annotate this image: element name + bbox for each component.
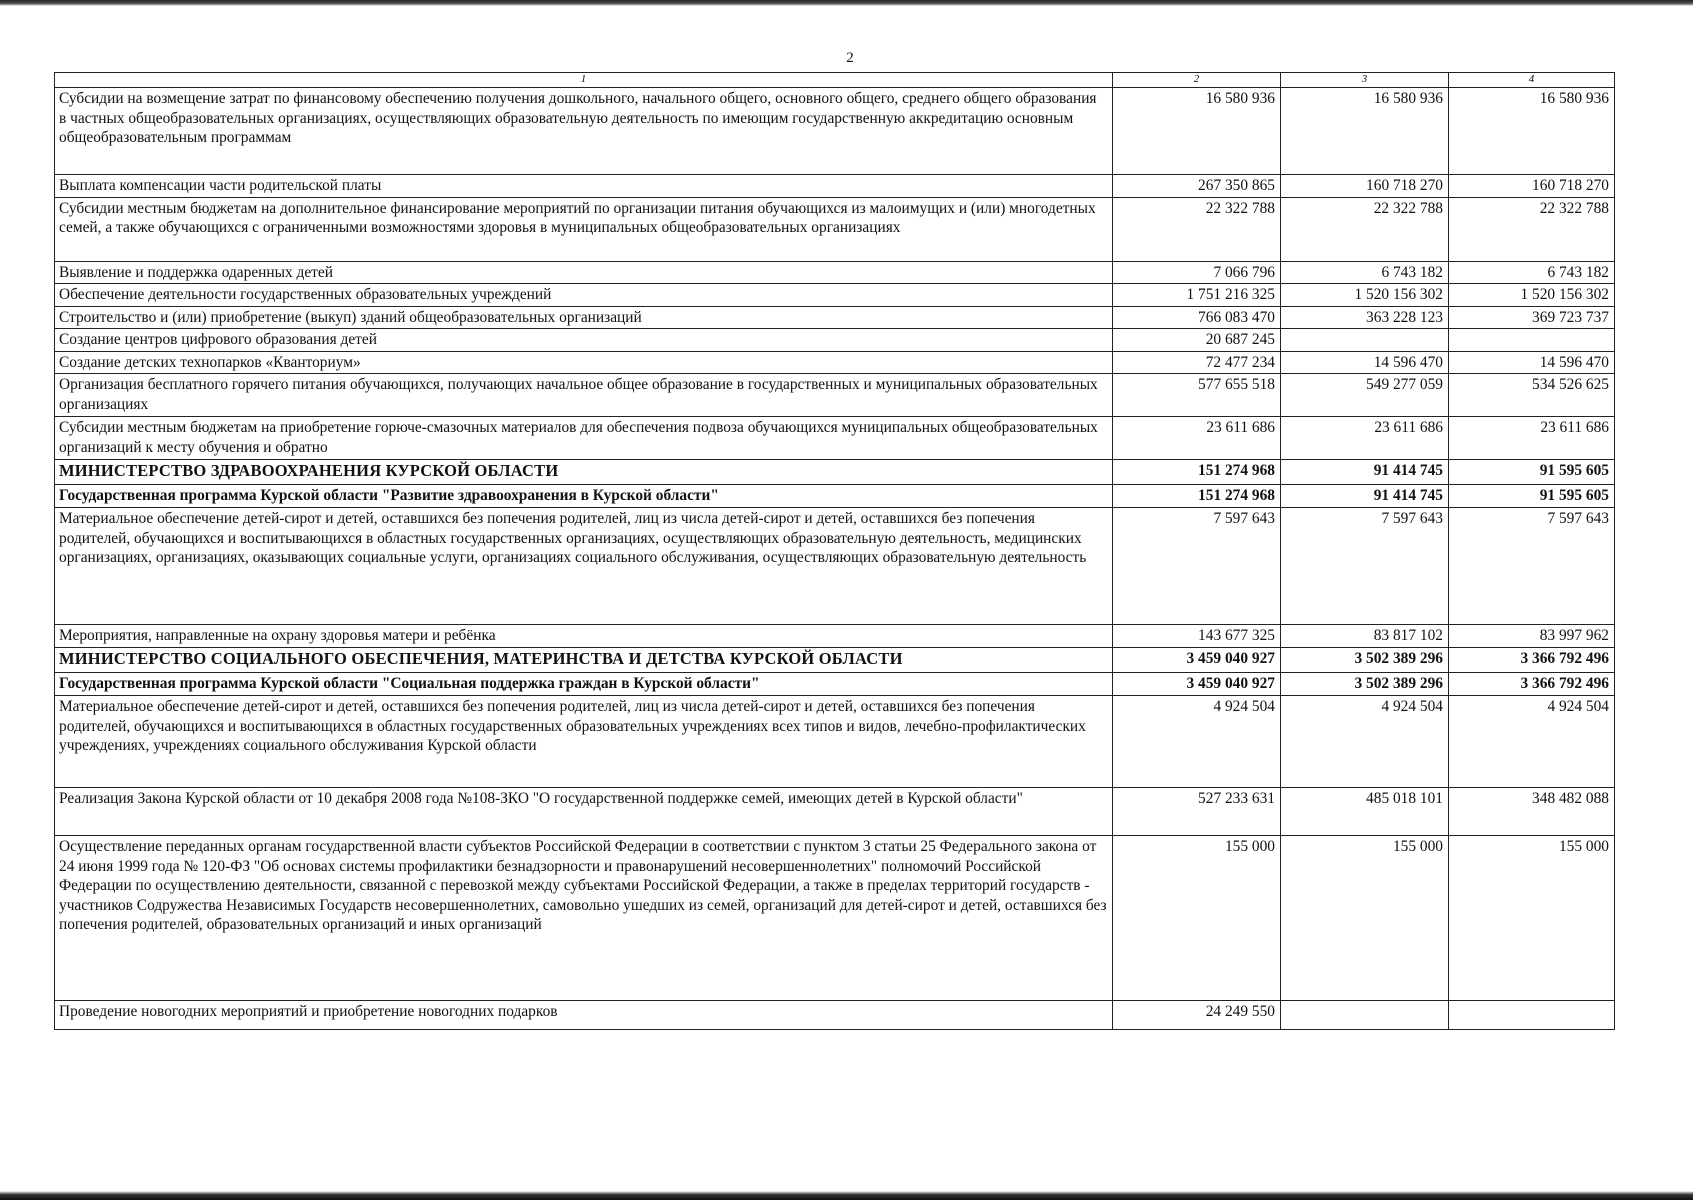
value-col-3: 22 322 788 bbox=[1281, 197, 1449, 261]
table-row bbox=[55, 508, 1615, 625]
value-col-3: 160 718 270 bbox=[1281, 175, 1449, 198]
row-name: Субсидии местным бюджетам на приобретение горюче-смазочных материалов для обеспечения подвоза обучающихся муниципальных общеобразовательных организаций к месту обучения и обратно bbox=[55, 417, 1113, 460]
value-col-4: 348 482 088 bbox=[1449, 788, 1615, 836]
row-name: Создание центров цифрового образования детей bbox=[55, 329, 1113, 352]
value-col-4: 7 597 643 bbox=[1449, 508, 1615, 625]
value-col-4 bbox=[1449, 329, 1615, 352]
column-number-2: 2 bbox=[1113, 73, 1281, 88]
table-row bbox=[55, 197, 1615, 261]
row-name: Материальное обеспечение детей-сирот и детей, оставшихся без попечения родителей, лиц из числа детей-сирот и детей, оставшихся без попечения родителей, обучающихся и воспитывающихся в областных государственных образовательных учреждениях всех типов и видов, лечебно-профилактических учреждениях, учреждениях социального обслуживания Курской области bbox=[55, 696, 1113, 788]
value-col-4: 83 997 962 bbox=[1449, 625, 1615, 648]
table-row bbox=[55, 625, 1615, 648]
program-row bbox=[55, 673, 1615, 696]
value-col-2: 4 924 504 bbox=[1113, 696, 1281, 788]
value-col-4: 160 718 270 bbox=[1449, 175, 1615, 198]
row-name: Проведение новогодних мероприятий и приобретение новогодних подарков bbox=[55, 1001, 1113, 1030]
value-col-3 bbox=[1281, 1001, 1449, 1030]
value-col-4: 3 366 792 496 bbox=[1449, 648, 1615, 673]
table-row bbox=[55, 374, 1615, 417]
value-col-2: 151 274 968 bbox=[1113, 485, 1281, 508]
value-col-4: 369 723 737 bbox=[1449, 306, 1615, 329]
row-name: Выявление и поддержка одаренных детей bbox=[55, 261, 1113, 284]
value-col-3: 14 596 470 bbox=[1281, 351, 1449, 374]
value-col-3: 91 414 745 bbox=[1281, 460, 1449, 485]
value-col-3: 6 743 182 bbox=[1281, 261, 1449, 284]
table-row bbox=[55, 261, 1615, 284]
value-col-2: 151 274 968 bbox=[1113, 460, 1281, 485]
value-col-4: 91 595 605 bbox=[1449, 460, 1615, 485]
row-name: Создание детских технопарков «Кванториум» bbox=[55, 351, 1113, 374]
table-row bbox=[55, 284, 1615, 307]
row-name: Субсидии на возмещение затрат по финансовому обеспечению получения дошкольного, начального общего, основного общего, среднего общего образования в частных общеобразовательных организациях, осуществляющих образовательную деятельность по имеющим государственную аккредитацию основным общеобразовательным программам bbox=[55, 88, 1113, 175]
row-name: Материальное обеспечение детей-сирот и детей, оставшихся без попечения родителей, лиц из числа детей-сирот и детей, оставшихся без попечения родителей, обучающихся и воспитывающихся в областных государственных организациях, осуществляющих образовательную деятельность, медицинских организациях, организациях, оказывающих социальные услуги, организациях социального обслуживания, осуществляющих образовательную деятельность bbox=[55, 508, 1113, 625]
value-col-2: 72 477 234 bbox=[1113, 351, 1281, 374]
value-col-3: 549 277 059 bbox=[1281, 374, 1449, 417]
table-row bbox=[55, 696, 1615, 788]
value-col-3: 7 597 643 bbox=[1281, 508, 1449, 625]
row-name: Мероприятия, направленные на охрану здоровья матери и ребёнка bbox=[55, 625, 1113, 648]
row-name: Субсидии местным бюджетам на дополнительное финансирование мероприятий по организации питания обучающихся из малоимущих и (или) многодетных семей, а также обучающихся с ограниченными возможностями здоровья в муниципальных общеобразовательных организациях bbox=[55, 197, 1113, 261]
value-col-2: 527 233 631 bbox=[1113, 788, 1281, 836]
table-row bbox=[55, 88, 1615, 175]
value-col-4 bbox=[1449, 1001, 1615, 1030]
row-name: Обеспечение деятельности государственных образовательных учреждений bbox=[55, 284, 1113, 307]
table-row bbox=[55, 788, 1615, 836]
value-col-4: 91 595 605 bbox=[1449, 485, 1615, 508]
value-col-4: 4 924 504 bbox=[1449, 696, 1615, 788]
value-col-2: 577 655 518 bbox=[1113, 374, 1281, 417]
value-col-2: 16 580 936 bbox=[1113, 88, 1281, 175]
value-col-4: 3 366 792 496 bbox=[1449, 673, 1615, 696]
row-name: Строительство и (или) приобретение (выкуп) зданий общеобразовательных организаций bbox=[55, 306, 1113, 329]
value-col-2: 267 350 865 bbox=[1113, 175, 1281, 198]
value-col-4: 14 596 470 bbox=[1449, 351, 1615, 374]
value-col-2: 766 083 470 bbox=[1113, 306, 1281, 329]
value-col-2: 143 677 325 bbox=[1113, 625, 1281, 648]
row-name: Осуществление переданных органам государственной власти субъектов Российской Федерации в соответствии с пунктом 3 статьи 25 Федерального закона от 24 июня 1999 года № 120-ФЗ "Об основах системы профилактики безнадзорности и правонарушений несовершеннолетних" полномочий Российской Федерации по осуществлению деятельности, связанной с перевозкой между субъектами Российской Федерации, а также в пределах территорий государств - участников Содружества Независимых Государств несовершеннолетних, самовольно ушедших из семей, организаций для детей-сирот и детей, оставшихся без попечения родителей, образовательных организаций и иных организаций bbox=[55, 836, 1113, 1001]
table-row bbox=[55, 351, 1615, 374]
value-col-2: 7 597 643 bbox=[1113, 508, 1281, 625]
value-col-2: 7 066 796 bbox=[1113, 261, 1281, 284]
value-col-3: 485 018 101 bbox=[1281, 788, 1449, 836]
column-number-4: 4 bbox=[1449, 73, 1615, 88]
value-col-2: 20 687 245 bbox=[1113, 329, 1281, 352]
row-name: Реализация Закона Курской области от 10 декабря 2008 года №108-ЗКО "О государственной поддержке семей, имеющих детей в Курской области" bbox=[55, 788, 1113, 836]
row-name: Организация бесплатного горячего питания обучающихся, получающих начальное общее образование в государственных и муниципальных образовательных организациях bbox=[55, 374, 1113, 417]
table-row bbox=[55, 306, 1615, 329]
value-col-4: 155 000 bbox=[1449, 836, 1615, 1001]
value-col-4: 6 743 182 bbox=[1449, 261, 1615, 284]
value-col-2: 1 751 216 325 bbox=[1113, 284, 1281, 307]
budget-table bbox=[54, 72, 1615, 1030]
ministry-name: МИНИСТЕРСТВО СОЦИАЛЬНОГО ОБЕСПЕЧЕНИЯ, МАТЕРИНСТВА И ДЕТСТВА КУРСКОЙ ОБЛАСТИ bbox=[55, 648, 1113, 673]
value-col-3: 23 611 686 bbox=[1281, 417, 1449, 460]
value-col-2: 23 611 686 bbox=[1113, 417, 1281, 460]
value-col-3: 3 502 389 296 bbox=[1281, 673, 1449, 696]
value-col-2: 3 459 040 927 bbox=[1113, 673, 1281, 696]
value-col-3: 83 817 102 bbox=[1281, 625, 1449, 648]
table-row bbox=[55, 329, 1615, 352]
column-number-row bbox=[55, 73, 1615, 88]
value-col-4: 16 580 936 bbox=[1449, 88, 1615, 175]
value-col-4: 23 611 686 bbox=[1449, 417, 1615, 460]
value-col-2: 22 322 788 bbox=[1113, 197, 1281, 261]
value-col-3: 4 924 504 bbox=[1281, 696, 1449, 788]
column-number-1: 1 bbox=[55, 73, 1113, 88]
scan-edge-top bbox=[0, 0, 1693, 6]
scan-edge-bottom bbox=[0, 1191, 1693, 1200]
ministry-row bbox=[55, 460, 1615, 485]
value-col-2: 24 249 550 bbox=[1113, 1001, 1281, 1030]
value-col-2: 155 000 bbox=[1113, 836, 1281, 1001]
value-col-4: 534 526 625 bbox=[1449, 374, 1615, 417]
value-col-3: 16 580 936 bbox=[1281, 88, 1449, 175]
value-col-4: 1 520 156 302 bbox=[1449, 284, 1615, 307]
page-number: 2 bbox=[846, 50, 854, 66]
table-row bbox=[55, 417, 1615, 460]
table-row bbox=[55, 836, 1615, 1001]
row-name: Выплата компенсации части родительской платы bbox=[55, 175, 1113, 198]
program-name: Государственная программа Курской области "Развитие здравоохранения в Курской области" bbox=[55, 485, 1113, 508]
column-number-3: 3 bbox=[1281, 73, 1449, 88]
ministry-name: МИНИСТЕРСТВО ЗДРАВООХРАНЕНИЯ КУРСКОЙ ОБЛАСТИ bbox=[55, 460, 1113, 485]
value-col-3: 155 000 bbox=[1281, 836, 1449, 1001]
value-col-3: 1 520 156 302 bbox=[1281, 284, 1449, 307]
program-row bbox=[55, 485, 1615, 508]
value-col-3: 363 228 123 bbox=[1281, 306, 1449, 329]
ministry-row bbox=[55, 648, 1615, 673]
table-row bbox=[55, 175, 1615, 198]
value-col-4: 22 322 788 bbox=[1449, 197, 1615, 261]
table-row bbox=[55, 1001, 1615, 1030]
value-col-2: 3 459 040 927 bbox=[1113, 648, 1281, 673]
program-name: Государственная программа Курской области "Социальная поддержка граждан в Курской области" bbox=[55, 673, 1113, 696]
value-col-3: 3 502 389 296 bbox=[1281, 648, 1449, 673]
value-col-3 bbox=[1281, 329, 1449, 352]
value-col-3: 91 414 745 bbox=[1281, 485, 1449, 508]
